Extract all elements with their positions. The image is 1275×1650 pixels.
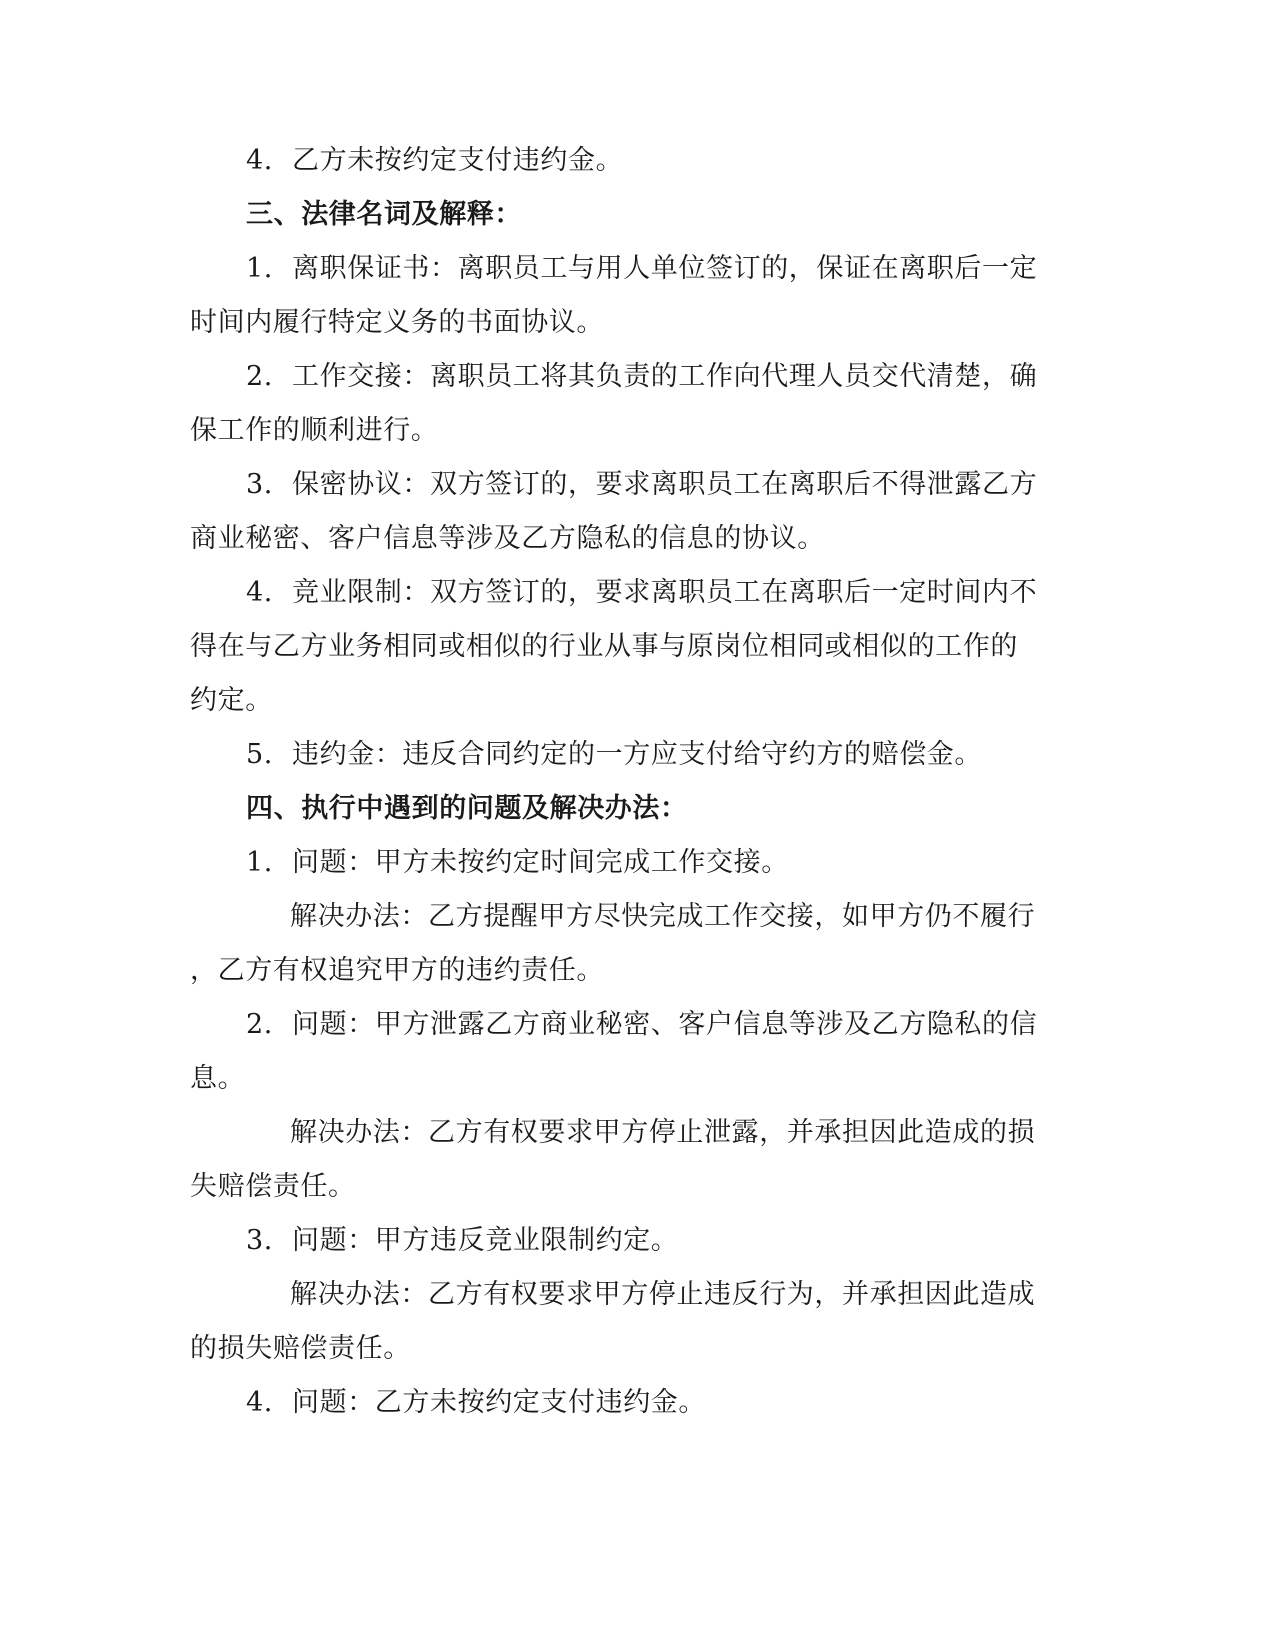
item-number: 5. — [246, 739, 273, 770]
list-item — [0, 575, 1275, 611]
list-item — [0, 143, 1275, 179]
item-text: 工作交接：离职员工将其负责的工作向代理人员交代清楚，确 — [292, 361, 1038, 392]
list-item — [0, 251, 1275, 287]
item-number: 3. — [246, 469, 273, 500]
item-text: 保密协议：双方签订的，要求离职员工在离职后不得泄露乙方 — [292, 469, 1038, 500]
continuation-line: 时间内履行特定义务的书面协议。 — [190, 307, 604, 338]
continuation-line: 得在与乙方业务相同或相似的行业从事与原岗位相同或相似的工作的 — [190, 631, 1018, 662]
solution-line: 解决办法：乙方有权要求甲方停止违反行为，并承担因此造成 — [290, 1279, 1036, 1310]
item-number: 4. — [246, 1387, 273, 1418]
solution-line: 解决办法：乙方有权要求甲方停止泄露，并承担因此造成的损 — [290, 1117, 1036, 1148]
item-number: 4. — [246, 145, 273, 176]
item-text: 乙方未按约定支付违约金。 — [292, 145, 624, 176]
item-number: 4. — [246, 577, 273, 608]
list-item — [0, 737, 1275, 773]
list-item — [0, 1385, 1275, 1421]
item-number: 1. — [246, 253, 273, 284]
item-text: 竞业限制：双方签订的，要求离职员工在离职后一定时间内不 — [292, 577, 1038, 608]
section-heading: 四、执行中遇到的问题及解决办法： — [246, 793, 688, 824]
item-number: 2. — [246, 361, 273, 392]
continuation-line: 的损失赔偿责任。 — [190, 1333, 411, 1364]
continuation-line: 息。 — [190, 1063, 246, 1094]
item-text: 违约金：违反合同约定的一方应支付给守约方的赔偿金。 — [292, 739, 982, 770]
solution-line: 解决办法：乙方提醒甲方尽快完成工作交接，如甲方仍不履行 — [290, 901, 1036, 932]
list-item — [0, 1223, 1275, 1259]
continuation-line: 保工作的顺利进行。 — [190, 415, 439, 446]
item-number: 1. — [246, 847, 273, 878]
list-item — [0, 359, 1275, 395]
item-text: 离职保证书：离职员工与用人单位签订的，保证在离职后一定 — [292, 253, 1038, 284]
continuation-line: 失赔偿责任。 — [190, 1171, 356, 1202]
list-item — [0, 1007, 1275, 1043]
continuation-line: 约定。 — [190, 685, 273, 716]
item-number: 2. — [246, 1009, 273, 1040]
item-text: 问题：乙方未按约定支付违约金。 — [292, 1387, 706, 1418]
list-item — [0, 845, 1275, 881]
continuation-line: 商业秘密、客户信息等涉及乙方隐私的信息的协议。 — [190, 523, 825, 554]
item-text: 问题：甲方未按约定时间完成工作交接。 — [292, 847, 789, 878]
section-heading: 三、法律名词及解释： — [246, 199, 522, 230]
item-number: 3. — [246, 1225, 273, 1256]
list-item — [0, 467, 1275, 503]
continuation-line: ，乙方有权追究甲方的违约责任。 — [190, 955, 604, 986]
item-text: 问题：甲方违反竞业限制约定。 — [292, 1225, 679, 1256]
item-text: 问题：甲方泄露乙方商业秘密、客户信息等涉及乙方隐私的信 — [292, 1009, 1038, 1040]
